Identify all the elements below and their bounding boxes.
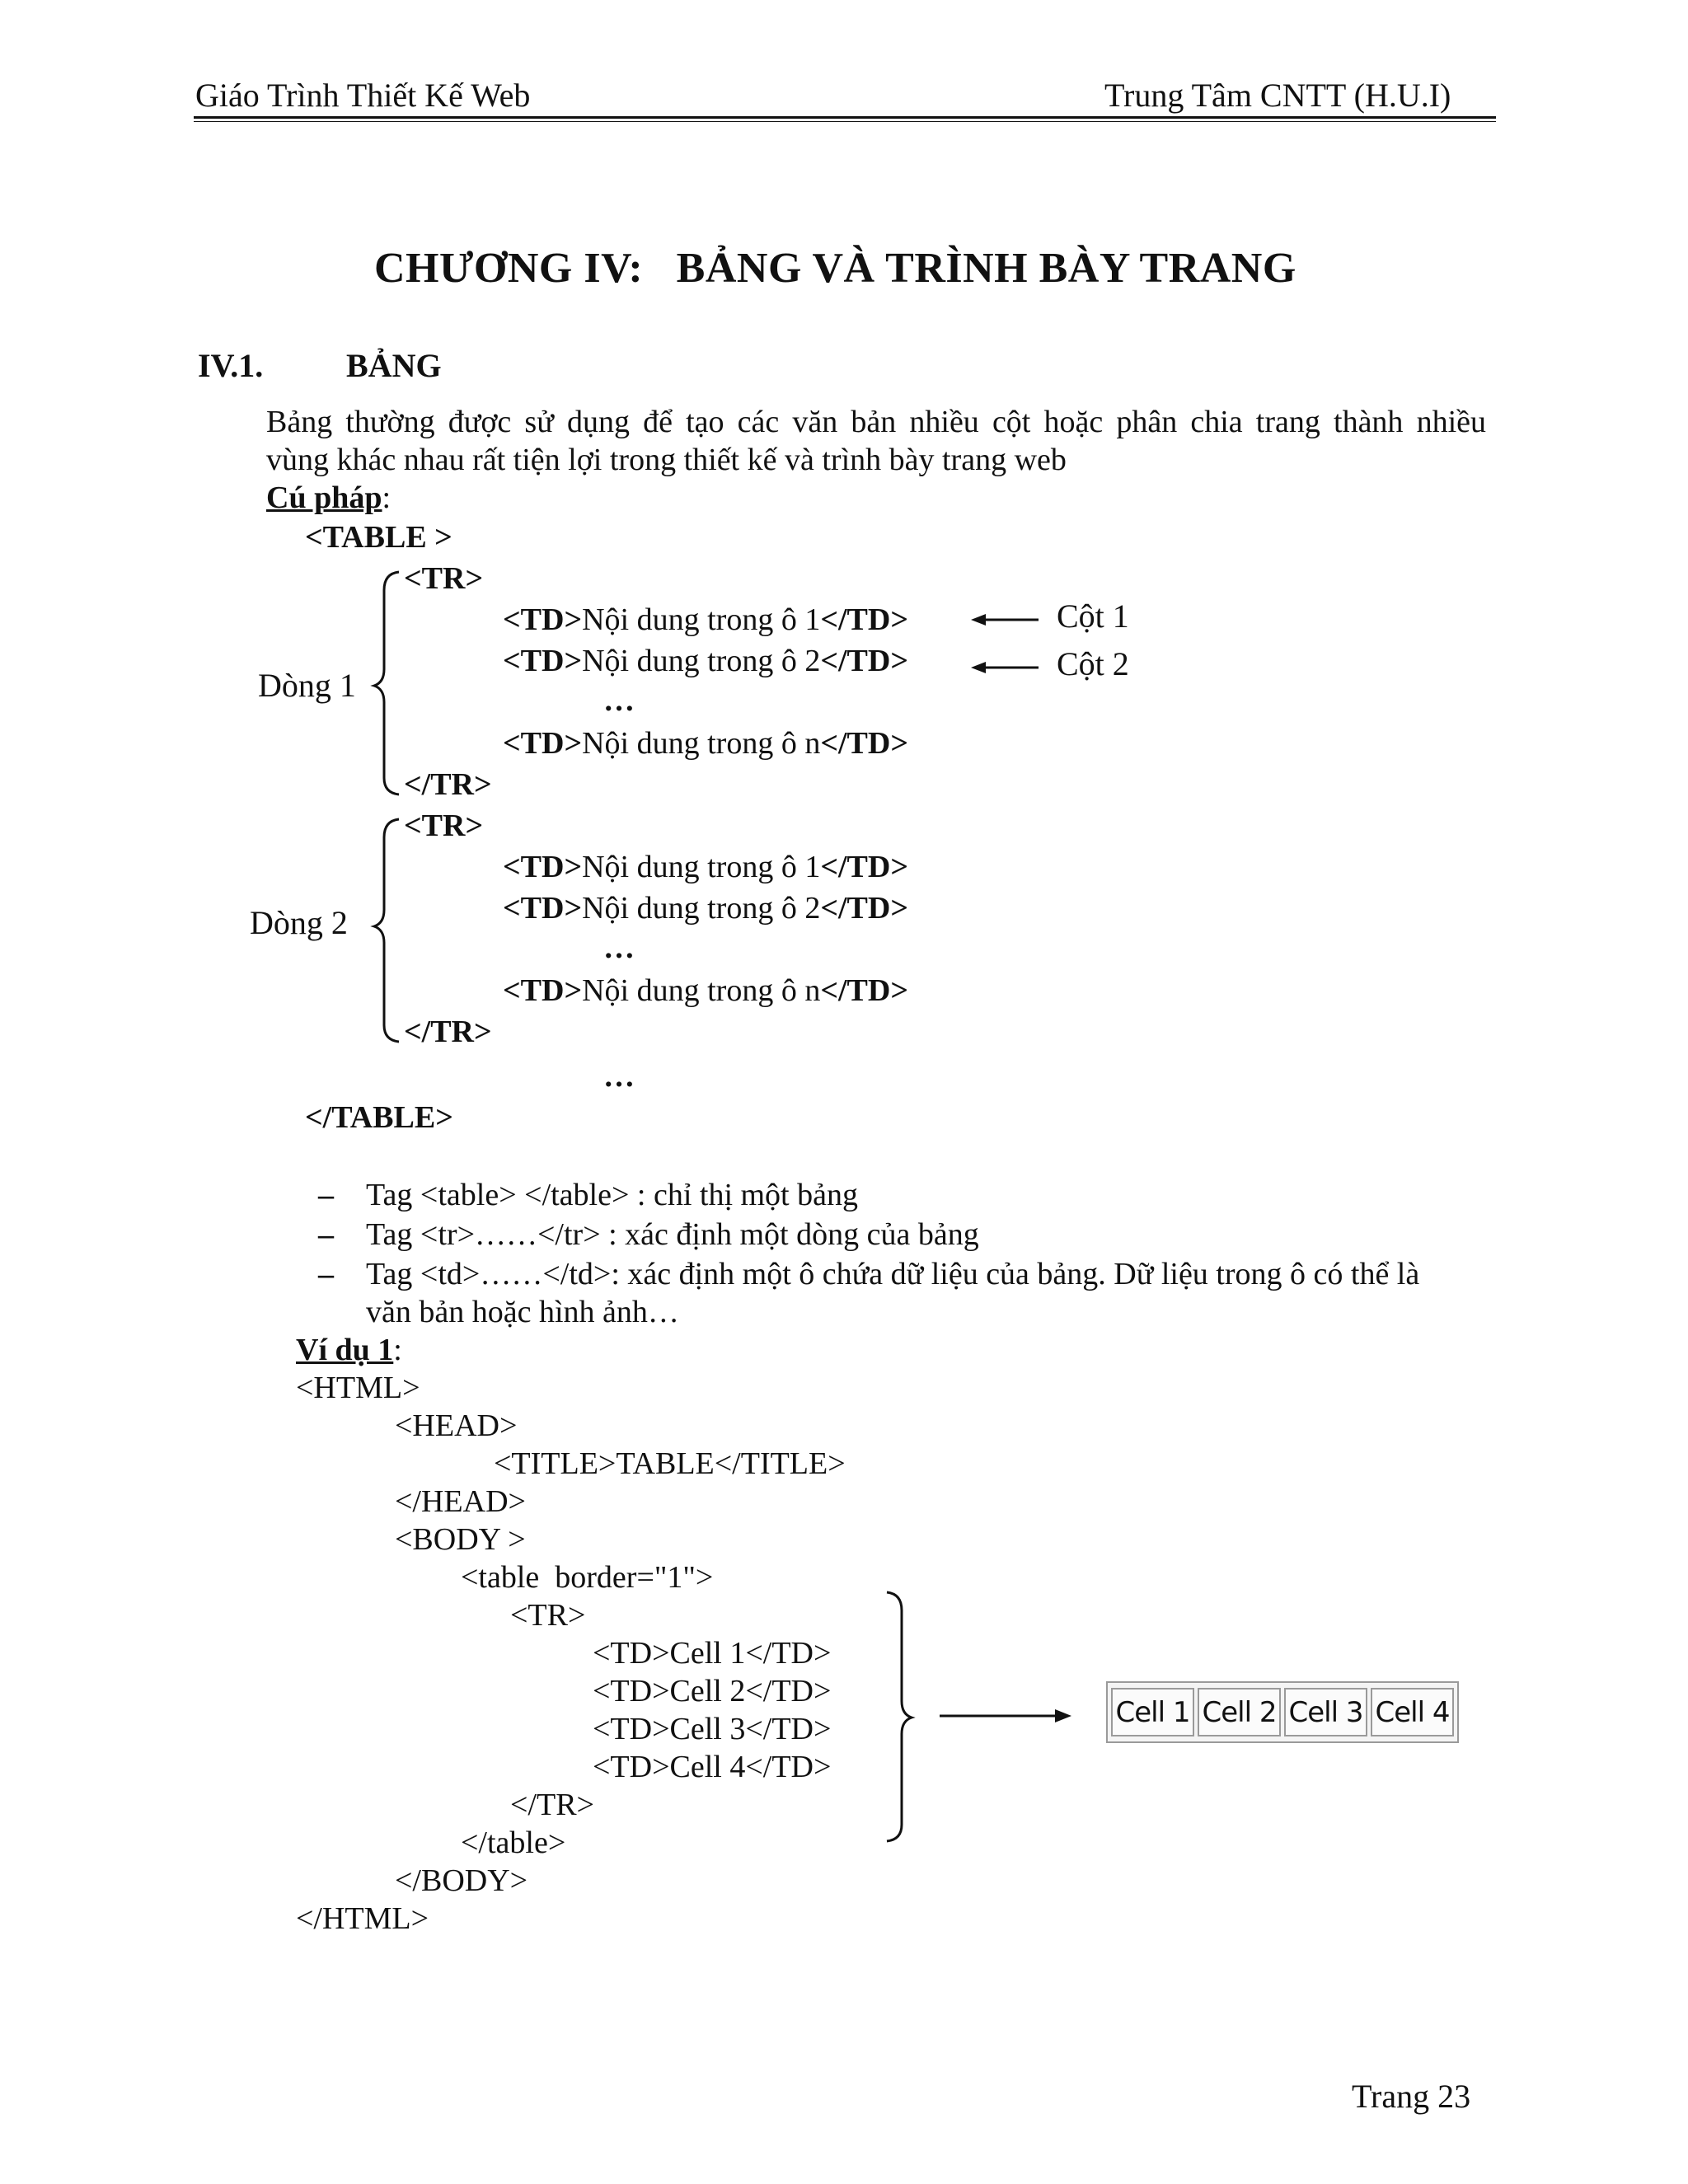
syntax-row2-tr-close: </TR> xyxy=(404,1015,492,1049)
code-line: <HEAD> xyxy=(395,1408,518,1443)
bullet-text-2: Tag <tr>……</tr> : xác định một dòng của bảng xyxy=(366,1217,979,1252)
bullet-text-1: Tag <table> </table> : chỉ thị một bảng xyxy=(366,1178,858,1212)
code-line: <TD>Cell 3</TD> xyxy=(593,1712,832,1746)
syntax-row1-tr-close: </TR> xyxy=(404,767,492,802)
col1-label: Cột 1 xyxy=(1057,598,1129,635)
code-line: </table> xyxy=(461,1825,566,1860)
row1-brace-icon xyxy=(374,572,399,794)
bullet-text-3: Tag <td>……</td>: xác định một ô chứa dữ liệu của bảng. Dữ liệu trong ô có thể là xyxy=(366,1257,1420,1291)
code-line: <BODY > xyxy=(395,1522,526,1557)
example-brace-icon xyxy=(887,1592,912,1841)
code-line: </TR> xyxy=(510,1788,594,1822)
syntax-row1-td2: <TD>Nội dung trong ô 2</TD> xyxy=(503,644,908,678)
col2-label: Cột 2 xyxy=(1057,645,1129,682)
row2-label: Dòng 2 xyxy=(250,904,348,941)
syntax-table-open: <TABLE > xyxy=(305,520,452,555)
syntax-row2-td1: <TD>Nội dung trong ô 1</TD> xyxy=(503,850,908,884)
syntax-row2-ellipsis: … xyxy=(603,930,635,965)
code-line: </HTML> xyxy=(296,1901,429,1936)
syntax-label: Cú pháp xyxy=(266,480,382,515)
code-line: <TD>Cell 4</TD> xyxy=(593,1750,832,1784)
row1-label: Dòng 1 xyxy=(258,667,356,704)
code-line: </BODY> xyxy=(395,1863,528,1898)
code-line: <TR> xyxy=(510,1598,586,1633)
section-title: BẢNG xyxy=(346,347,442,384)
intro-line-2: vùng khác nhau rất tiện lợi trong thiết kế và trình bày trang web xyxy=(266,443,1067,477)
example-colon: : xyxy=(393,1333,402,1367)
rendered-cell: Cell 4 xyxy=(1371,1688,1454,1736)
syntax-table-close: </TABLE> xyxy=(305,1100,453,1135)
header-left: Giáo Trình Thiết Kế Web xyxy=(195,77,531,114)
header-right: Trung Tâm CNTT (H.U.I) xyxy=(1104,77,1451,114)
syntax-row1-td1: <TD>Nội dung trong ô 1</TD> xyxy=(503,602,908,637)
code-line: </HEAD> xyxy=(395,1484,526,1519)
rendered-cell: Cell 2 xyxy=(1198,1688,1281,1736)
syntax-row2-tr-open: <TR> xyxy=(404,808,484,843)
bullet-text-3-cont: văn bản hoặc hình ảnh… xyxy=(366,1295,679,1329)
rendered-cell: Cell 3 xyxy=(1284,1688,1367,1736)
syntax-row1-tr-open: <TR> xyxy=(404,561,484,596)
example-label: Ví dụ 1 xyxy=(296,1333,394,1367)
code-line: <TD>Cell 2</TD> xyxy=(593,1674,832,1708)
bullet-dash-2: – xyxy=(318,1217,334,1252)
page-number: Trang 23 xyxy=(1352,2078,1471,2115)
bullet-dash-1: – xyxy=(318,1178,334,1212)
chapter-title: CHƯƠNG IV: BẢNG VÀ TRÌNH BÀY TRANG xyxy=(374,245,1296,292)
syntax-more-rows-ellipsis: … xyxy=(603,1059,635,1094)
syntax-row1-ellipsis: … xyxy=(603,683,635,718)
syntax-row1-tdn: <TD>Nội dung trong ô n</TD> xyxy=(503,726,908,761)
bullet-dash-3: – xyxy=(318,1257,334,1291)
syntax-colon: : xyxy=(382,480,392,515)
code-line: <table border="1"> xyxy=(461,1560,714,1595)
intro-line-1: Bảng thường được sử dụng để tạo các văn bản nhiều cột hoặc phân chia trang thành nhiều xyxy=(266,405,1486,439)
section-number: IV.1. xyxy=(198,347,264,384)
code-line: <TD>Cell 1</TD> xyxy=(593,1636,832,1671)
syntax-row2-tdn: <TD>Nội dung trong ô n</TD> xyxy=(503,973,908,1008)
rendered-cell: Cell 1 xyxy=(1111,1688,1194,1736)
row2-brace-icon xyxy=(374,819,399,1042)
code-line: <TITLE>TABLE</TITLE> xyxy=(494,1446,846,1481)
code-line: <HTML> xyxy=(296,1371,420,1405)
syntax-row2-td2: <TD>Nội dung trong ô 2</TD> xyxy=(503,891,908,926)
